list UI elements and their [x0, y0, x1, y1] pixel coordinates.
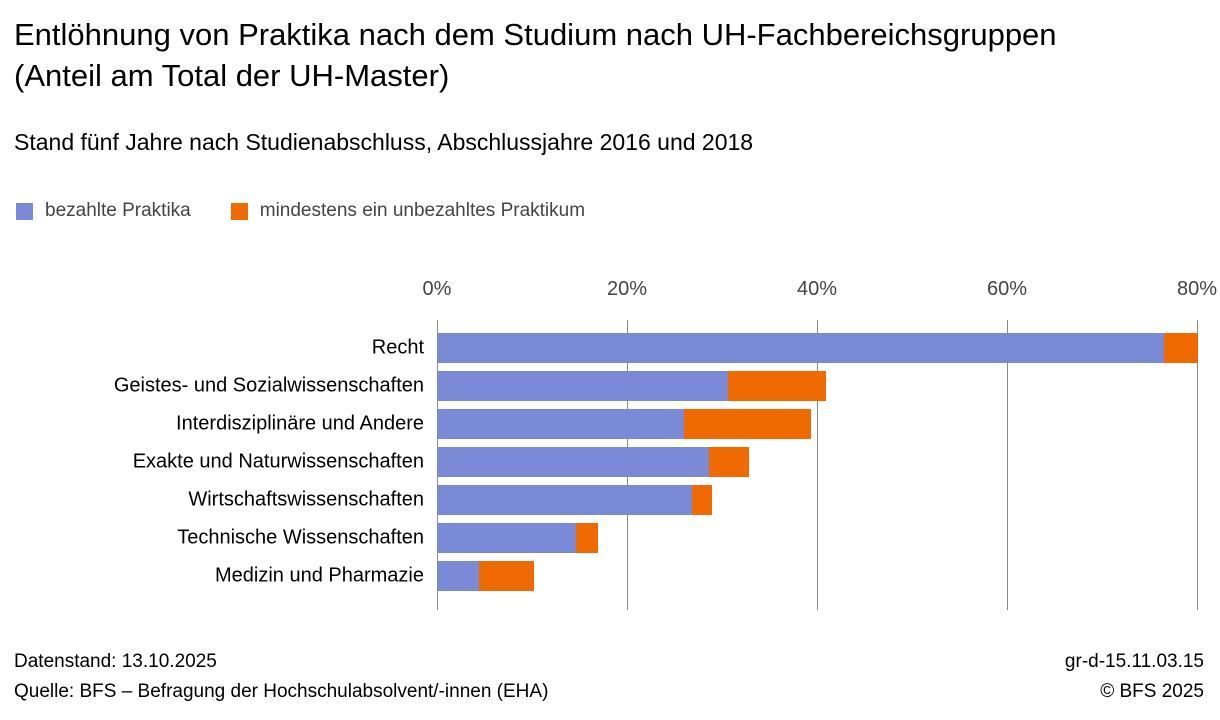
- bar-segment: [437, 523, 576, 553]
- footer-left: [14, 647, 548, 706]
- category-label: Exakte und Naturwissenschaften: [132, 450, 424, 473]
- category-label: Recht: [371, 336, 424, 359]
- quelle-text: Quelle: BFS – Befragung der Hochschulabsolvent/-innen (EHA): [14, 680, 549, 702]
- category-label: Medizin und Pharmazie: [215, 564, 424, 587]
- plot-area: [422, 278, 1218, 610]
- gridline: [817, 320, 818, 610]
- x-tick-label: 60%: [986, 278, 1028, 300]
- datenstand-text: Datenstand: 13.10.2025: [14, 651, 217, 673]
- category-axis-labels: [0, 320, 425, 610]
- bar-segment: [437, 561, 479, 591]
- chart-code: gr-d-15.11.03.15: [1064, 651, 1204, 673]
- legend-label: mindestens ein unbezahltes Praktikum: [259, 200, 586, 221]
- category-label: Technische Wissenschaften: [177, 526, 424, 549]
- bar-segment: [709, 447, 749, 477]
- footer-right: [1065, 647, 1204, 706]
- gridline: [1197, 320, 1198, 610]
- bar-segment: [576, 523, 599, 553]
- bar-segment: [692, 485, 713, 515]
- x-tick-label: 20%: [606, 278, 648, 300]
- bar-segment: [437, 371, 728, 401]
- bar-segment: [1164, 333, 1198, 363]
- x-tick-label: 80%: [1176, 278, 1218, 300]
- gridline: [1007, 320, 1008, 610]
- category-label: Wirtschaftswissenschaften: [188, 488, 424, 511]
- legend-label: bezahlte Praktika: [45, 200, 191, 221]
- page-title: Entlöhnung von Praktika nach dem Studium nach UH-Fachbereichsgruppen (Anteil am Total der UH-Master): [14, 17, 1057, 94]
- bar-segment: [479, 561, 534, 591]
- bar-segment: [437, 485, 692, 515]
- bar-segment: [728, 371, 827, 401]
- x-tick-label: 0%: [422, 278, 452, 300]
- x-tick-label: 40%: [796, 278, 838, 300]
- bar-segment: [437, 409, 684, 439]
- page-subtitle: Stand fünf Jahre nach Studienabschluss, Abschlussjahre 2016 und 2018: [14, 129, 754, 155]
- category-label: Geistes- und Sozialwissenschaften: [113, 374, 424, 397]
- bar-segment: [437, 333, 1164, 363]
- copyright-text: © BFS 2025: [1100, 680, 1204, 702]
- category-label: Interdisziplinäre und Andere: [176, 412, 424, 435]
- bar-segment: [437, 447, 709, 477]
- bar-segment: [684, 409, 811, 439]
